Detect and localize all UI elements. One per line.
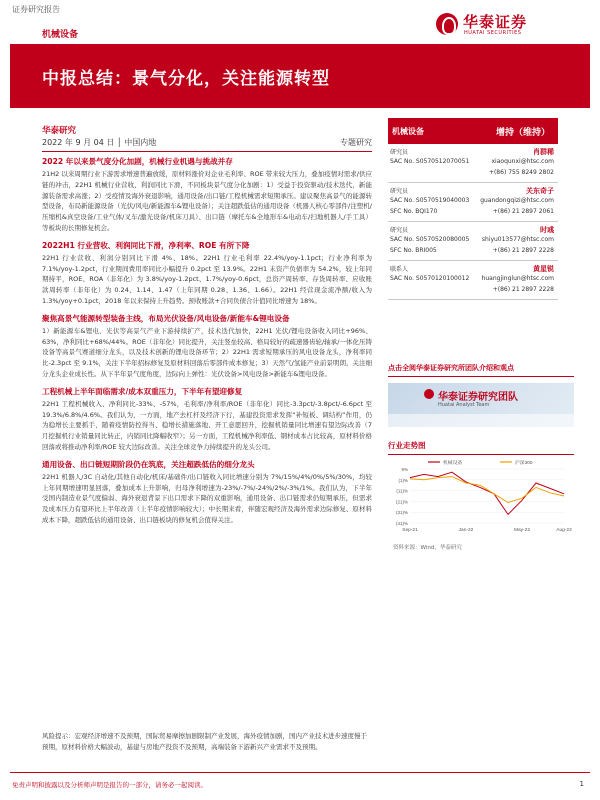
section-body: 22H1 机器人/3C 自动化/其他自动化/机床/基础件/出口链收入同比增速分别为 7%/15%/4%/0%/5%/30%，均较上年同期增速明显回落，叠加成本上升影响，归母净利增速为-23%/-7%/-24%/2%/-3%/1%。我们认为，下半年受国内制造业景气度偏弱、海外衰退背景下出口需求下降的双重影响，通用设备、出口链需求仍短期承压，但需求及成本压力有望环比上半年改善（上半年疫情影响较大）；中长期来看，伴随宏观经济及海外需求边际修复、原材料成本下降，超跌低估的通用设备、出口链板块的修复机会值得关注。 <box>42 472 372 524</box>
analyst-card <box>388 261 558 300</box>
analyst-phone: +(86) 21 2897 2228 <box>492 286 554 293</box>
analyst-card <box>388 144 558 183</box>
analyst-role: 研究员 <box>390 188 409 195</box>
huatai-logo-icon <box>436 13 458 35</box>
chart-source: 资料来源：Wind，华泰研究 <box>393 545 462 551</box>
huatai-small-logo-icon <box>424 389 434 399</box>
team-name-en: Huatai Analyst Team <box>438 402 490 408</box>
industry-rating-bar <box>388 118 558 144</box>
section-body: 1）新能源车&锂电、光伏等高景气产业下游持续扩产，技术迭代加快，22H1 光伏/锂电设备收入同比+96%、63%，净利同比+68%/44%。ROE（非年化）同比提升，关注竖垒较高、格局较好的疏速器齿轮/轴承/一体化压铸设备等高景气赛道细分龙头，以及技术创新的锂电设备环节；2）22H1 需求短期承压的风电设备龙头，净利率同比-2.3pct 至 9.1%，关注下半年招标修复及原材料回落后零部件成本修复；3）天然气/氢能产业前景明朗，关注细分龙头企业成长性。从下半年景气度角度，边际向上弹性：光伏设备>风电设备>新能车&锂电设备。 <box>42 326 372 378</box>
analyst-sfc: SFC No. BRI005 <box>390 247 437 254</box>
report-kind: 专题研究 <box>340 138 372 147</box>
analyst-email[interactable]: guandongqizi@htsc.com <box>480 197 554 204</box>
x-tick-label: Aug-22 <box>556 528 572 533</box>
date-line <box>42 137 372 152</box>
report-type-label: 证券研究报告 <box>12 5 60 14</box>
y-tick-label: (31)% <box>395 510 408 516</box>
report-date-region: 2022 年 9 月 04 日 │ 中国内地 <box>42 138 157 147</box>
section <box>42 240 372 307</box>
analyst-name: 肖群稀 <box>533 148 554 156</box>
analyst-name: 时彧 <box>540 226 554 234</box>
x-tick-label: May-22 <box>514 528 530 533</box>
section <box>42 386 372 453</box>
analyst-email[interactable]: shiyu013577@htsc.com <box>481 236 554 243</box>
section-heading: 工程机械上半年面临需求/成本双重压力，下半年有望迎修复 <box>42 386 243 396</box>
analyst-sac: SAC No. S0570520080005 <box>390 236 470 243</box>
analyst-sac: SAC No. S0570120100012 <box>390 275 470 282</box>
y-tick-label: (11)% <box>396 488 408 494</box>
logo-cn-text: 华泰证券 <box>463 13 528 31</box>
banner-stripe <box>388 414 574 427</box>
title-banner <box>10 44 590 108</box>
section <box>42 459 372 526</box>
y-tick-label: (1)% <box>398 477 408 483</box>
analyst-phone: +(86) 755 8249 2802 <box>488 169 554 176</box>
logo-en-text: HUATAI SECURITIES <box>464 30 522 36</box>
industry-name: 机械设备 <box>392 127 424 136</box>
series-line <box>410 477 564 503</box>
legend-label: 沪深300 <box>515 461 533 466</box>
team-name-cn: 华泰证券研究团队 <box>438 392 518 403</box>
section-body: 21H2 以来周期行业下游需求增速普遍放缓，原材料涨价对企业毛利率、ROE 带来较大压力，叠加疫情对需求/供应链的冲击，22H1 机械行业营收、利润同比下滑，不同板块景气度分化加剧：1）受益于投资驱动/技术迭代，新能源装备需求高涨；2）受疫情及海外衰退影响，通用设备/出口链/工程机械需求短期承压。建议聚焦高景气的能源转型设备，布局新能源设备（光伏/风电/新能源车&锂电设备）；关注超跌低估的通用设备（机器人核心零部件/注塑机/压缩机&真空设备/工业气体/叉车/激光设备/机床刀具）、出口链（摩托车&全地形车&电动车/扫地机器人/手工具）等板块的长期修复机会。 <box>42 170 372 232</box>
page-number: 1 <box>579 780 584 788</box>
footer-divider <box>10 772 590 773</box>
analyst-phone: +(86) 21 2897 2061 <box>492 208 554 215</box>
section-body: 22H1 行业营收、利润分别同比下滑 4%、18%。22H1 行业毛利率 22.4%/yoy-1.1pct；行业净利率为 7.1%/yoy-1.2pct，行业期间费用率同比小幅提升 0.2pct 至 13.9%。22H1 末资产负债率为 54.2%，较上年同期持平，ROE、ROA（非年化）为 3.8%/yoy-1.2pct、1.7%/yoy-0.6pct，总资产周转率、存货周转率、应收账款周转率（非年化）为 0.24、1.14、1.47（上年同期 0.28、1.36、1.66）。22H1 经营现金流净额/收入为 1.3%/yoy+0.1pct，2018 年以来保持上升趋势。预收账款+合同负债合计值同比增速为 18%。 <box>42 253 372 305</box>
analyst-email[interactable]: huangjinglun@htsc.com <box>481 275 554 282</box>
team-banner[interactable] <box>388 383 574 427</box>
analyst-role: 联系人 <box>390 266 409 273</box>
team-intro-link[interactable]: 点击全阅华泰证券研究所团队介绍和观点 <box>388 363 574 377</box>
department-label: 机械设备 <box>42 30 79 40</box>
huatai-logo <box>436 10 586 40</box>
trend-chart-svg <box>388 457 574 535</box>
analyst-role: 研究员 <box>390 149 409 156</box>
analyst-sfc: SFC No. BQI170 <box>390 208 438 215</box>
y-tick-label: (41)% <box>395 521 408 526</box>
y-tick-label: (21)% <box>395 499 408 505</box>
section-body: 22H1 工程机械收入、净利同比-33%、-57%，毛利率/净利率/ROE（非年化）同比-3.3pct/-3.8pct/-6.6pct 至 19.3%/6.8%/4.6%。我们认为，一方面，地产去杠杆及经济下行，基建投资需求发挥“补短板、调结构”作用，仍为稳增长主要抓手，随着疫情防控得当、稳增长措施落地、开工意愿回升，挖掘机销量同比增速有望边际改善（7 月挖掘机行业销量同比转正，内销同比降幅收窄）；另一方面，工程机械净利率低、钢材成本占比较高，原材料价格回落或将推动净利率/ROE 较大边际改善。关注全球竞争力持续提升的龙头公司。 <box>42 399 372 451</box>
industry-rating: 增持（维持） <box>495 128 550 138</box>
analyst-panel <box>388 118 558 300</box>
section <box>42 313 372 380</box>
analyst-sac: SAC No. S0570519040003 <box>390 197 470 204</box>
chart-title: 行业走势图 <box>388 440 574 455</box>
x-tick-label: Jan-22 <box>458 528 474 533</box>
trend-chart <box>388 457 574 535</box>
analyst-name: 黄星锐 <box>533 265 554 273</box>
x-tick-label: Sep-21 <box>402 528 418 533</box>
legend-label: 机械设备 <box>443 461 463 466</box>
section-heading: 2022 年以来景气度分化加剧，机械行业机遇与挑战并存 <box>42 157 233 166</box>
section-heading: 通用设备、出口链短期阶段仍在筑底，关注超跌低估的细分龙头 <box>42 459 255 469</box>
analyst-phone: +(86) 21 2897 2228 <box>492 247 554 254</box>
analyst-sac: SAC No. S0570512070051 <box>390 158 470 165</box>
risk-warning: 风险提示：宏观经济增速不及预期，国际贸易摩擦加剧限制产业发展，海外疫情加剧，国内产业技术进步速度慢于预期，原材料价格大幅波动，基建与房地产投资不及预期，高端装备下游新兴产业需求不及预期。 <box>42 732 367 751</box>
institute-name: 华泰研究 <box>42 126 77 136</box>
analyst-name: 关东奇子 <box>526 187 554 195</box>
section <box>42 156 372 234</box>
section-heading: 2022H1 行业营收、利润同比下滑，净利率、ROE 有所下降 <box>42 240 250 250</box>
analyst-card <box>388 222 558 261</box>
footer-disclaimer: 免责声明和披露以及分析师声明是报告的一部分，请务必一起阅读。 <box>12 781 207 789</box>
report-title: 中报总结：景气分化，关注能源转型 <box>42 69 330 89</box>
analyst-email[interactable]: xiaoqunxi@htsc.com <box>491 158 554 165</box>
analyst-card <box>388 183 558 222</box>
analyst-role: 研究员 <box>390 227 409 234</box>
main-body <box>42 156 372 532</box>
section-heading: 聚焦高景气能源转型装备主线，布局光伏设备/风电设备/新能车&锂电设备 <box>42 313 290 323</box>
y-tick-label: 9% <box>401 467 408 472</box>
